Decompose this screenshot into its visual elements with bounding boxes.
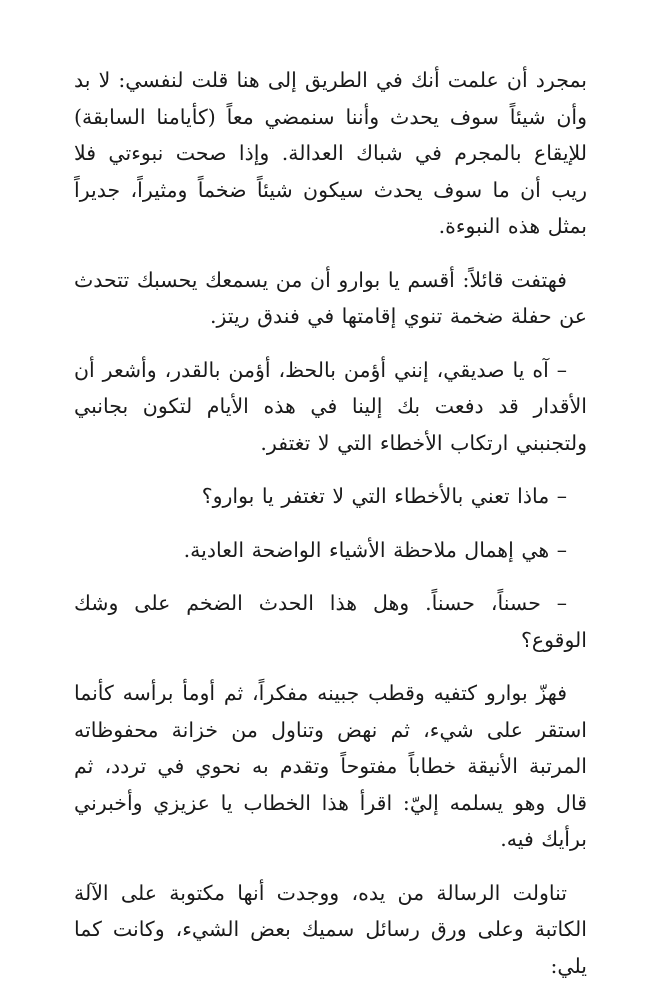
paragraph-4: – ماذا تعني بالأخطاء التي لا تغتفر يا بوارو؟ — [201, 484, 567, 508]
paragraph-2: فهتفت قائلاً: أقسم يا بوارو أن من يسمعك يحسبك تتحدث عن حفلة ضخمة تنوي إقامتها في فندق ريتز. — [74, 267, 587, 328]
paragraph-1: بمجرد أن علمت أنك في الطريق إلى هنا قلت لنفسي: لا بد وأن شيئاً سوف يحدث وأننا سنمضي معاً (كأيامنا السابقة) للإيقاع بالمجرم في شباك العدالة. وإذا صحت نبوءتي فلا ريب أن ما سوف يحدث سيكون شيئاً ضخماً ومثيراً، جديراً بمثل هذه النبوءة. — [74, 68, 587, 238]
paragraph-6: – حسناً، حسناً. وهل هذا الحدث الضخم على وشك الوقوع؟ — [74, 591, 587, 652]
paragraph-5: – هي إهمال ملاحظة الأشياء الواضحة العادية. — [183, 537, 567, 562]
paragraph-3: – آه يا صديقي، إنني أؤمن بالحظ، أؤمن بالقدر، وأشعر أن الأقدار قد دفعت بك إلينا في هذه الأيام لتكون بجانبي ولتجنبني ارتكاب الأخطاء التي لا تغتفر. — [74, 357, 587, 455]
paragraph-7: فهزّ بوارو كتفيه وقطب جبينه مفكراً، ثم أومأ برأسه كأنما استقر على شيء، ثم نهض وتناول من خزانة محفوظاته المرتبة الأنيقة خطاباً مفتوحاً وتقدم به نحوي في تردد، ثم قال وهو يسلمه إليّ: اقرأ هذا الخطاب يا عزيزي وأخبرني برأيك فيه. — [74, 681, 587, 851]
paragraph-8: تناولت الرسالة من يده، ووجدت أنها مكتوبة على الآلة الكاتبة وعلى ورق رسائل سميك بعض الشيء، وكانت كما يلي: — [74, 880, 587, 978]
